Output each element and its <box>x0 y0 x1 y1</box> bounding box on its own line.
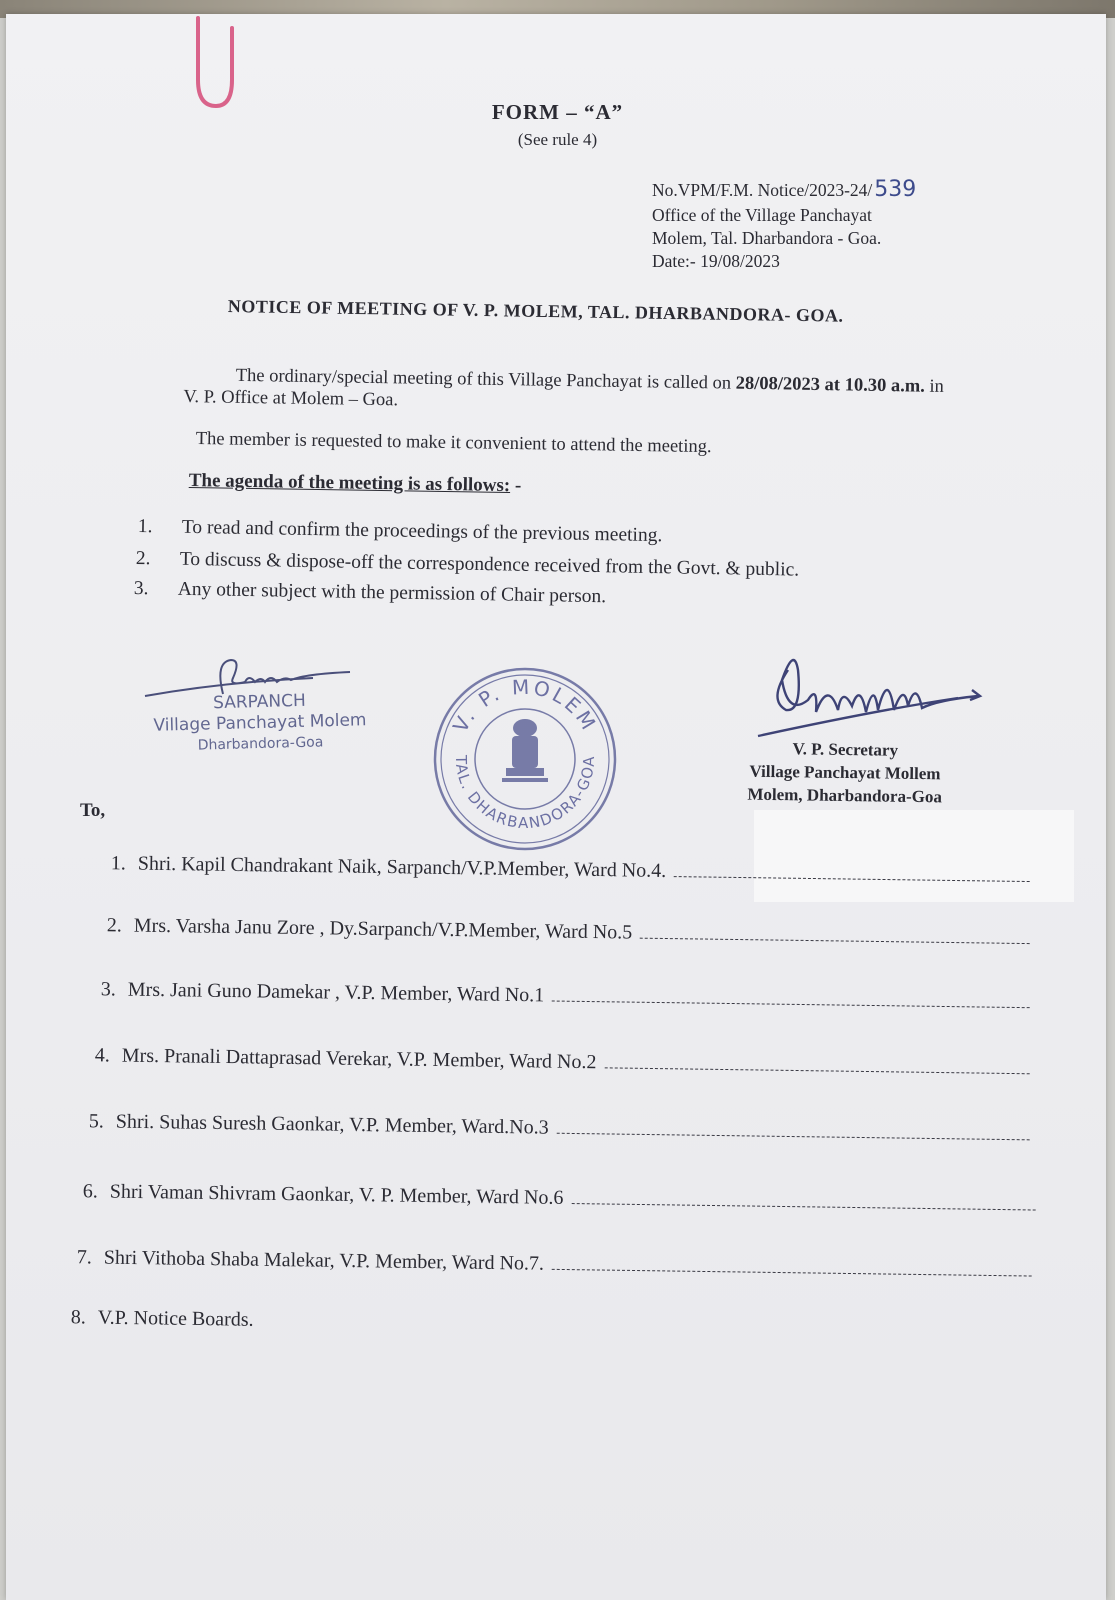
para1-date: 28/08/2023 at <box>735 373 841 396</box>
notice-title: NOTICE OF MEETING OF V. P. MOLEM, TAL. DHARBANDORA- GOA. <box>227 296 844 326</box>
agenda-heading-text: The agenda of the meeting is as follows: <box>188 470 511 497</box>
secretary-place: Molem, Dharbandora-Goa <box>747 784 943 807</box>
recipient-row <box>56 1306 254 1332</box>
recipient-number: 6. <box>82 1180 98 1203</box>
recipient-number: 5. <box>88 1110 104 1133</box>
recipient-number: 1. <box>110 852 126 875</box>
recipient-number: 7. <box>76 1246 92 1269</box>
reference-location: Molem, Tal. Dharbandora - Goa. <box>652 228 882 248</box>
signature-line <box>674 868 1030 882</box>
recipient-number: 3. <box>100 978 116 1001</box>
emblem-icon <box>502 719 548 782</box>
paperclip-icon <box>192 18 238 110</box>
attendance-request: The member is requested to make it convenient to attend the meeting. <box>195 428 712 458</box>
to-label: To, <box>80 800 106 821</box>
sarpanch-stamp-title: SARPANCH <box>212 690 307 714</box>
recipient-number: 4. <box>94 1044 110 1067</box>
reference-office: Office of the Village Panchayat <box>652 205 872 225</box>
recipient-name: V.P. Notice Boards. <box>97 1306 254 1331</box>
redacted-area <box>754 810 1074 902</box>
reference-number-prefix: No.VPM/F.M. Notice/2023-24/ <box>652 180 873 200</box>
recipient-name: Shri. Suhas Suresh Gaonkar, V.P. Member, Ward.No.3 <box>115 1110 549 1139</box>
reference-number-handwritten: 539 <box>874 177 917 202</box>
panchayat-seal <box>432 666 618 852</box>
recipient-name: Mrs. Jani Guno Damekar , V.P. Member, Ward No.1 <box>127 978 545 1007</box>
secretary-block <box>720 736 971 808</box>
sarpanch-stamp <box>129 689 391 759</box>
signature-line <box>557 1125 1030 1141</box>
recipient-name: Mrs. Varsha Janu Zore , Dy.Sarpanch/V.P.Member, Ward No.5 <box>133 914 633 944</box>
secretary-office: Village Panchayat Mollem <box>749 761 941 784</box>
signature-line <box>552 1261 1032 1277</box>
recipient-number: 2. <box>106 914 122 937</box>
secretary-signature <box>758 640 988 750</box>
signature-line <box>640 930 1030 944</box>
recipient-name: Shri Vithoba Shaba Malekar, V.P. Member, Ward No.7. <box>103 1246 545 1275</box>
agenda-item-number: 3. <box>133 578 149 600</box>
sarpanch-stamp-place: Dharbandora-Goa <box>197 734 324 754</box>
agenda-item-text: To read and confirm the proceedings of the previous meeting. <box>181 516 663 547</box>
agenda-item-text: To discuss & dispose-off the correspondence received from the Govt. & public. <box>179 548 800 581</box>
recipient-number: 8. <box>70 1306 86 1329</box>
signature-line <box>604 1059 1029 1074</box>
reference-date: Date:- 19/08/2023 <box>652 251 780 271</box>
signature-line <box>571 1195 1035 1210</box>
sarpanch-stamp-office: Village Panchayat Molem <box>153 710 367 736</box>
seal-top-text: V. P. MOLEM <box>448 674 602 737</box>
recipient-name: Shri. Kapil Chandrakant Naik, Sarpanch/V.P.Member, Ward No.4. <box>137 852 667 882</box>
reference-number <box>652 178 916 202</box>
para1-end: in V. P. Office at Molem – Goa. <box>183 376 944 411</box>
para1-start: The ordinary/special meeting of this Village Panchayat is called on <box>235 365 732 394</box>
agenda-item-number: 1. <box>137 516 153 538</box>
recipient-name: Mrs. Pranali Dattaprasad Verekar, V.P. Member, Ward No.2 <box>121 1044 597 1074</box>
seal-bottom-text: TAL. DHARBANDORA-GOA <box>451 754 599 833</box>
signature-line <box>552 993 1030 1009</box>
para1-time: 10.30 a.m. <box>844 375 925 397</box>
form-rule: (See rule 4) <box>517 130 598 149</box>
agenda-item-number: 2. <box>135 548 151 570</box>
agenda-heading-suffix: - <box>510 475 522 497</box>
recipient-name: Shri Vaman Shivram Gaonkar, V. P. Member, Ward No.6 <box>109 1180 564 1209</box>
form-title: FORM – “A” <box>491 100 624 124</box>
agenda-item-text: Any other subject with the permission of Chair person. <box>177 578 607 608</box>
secretary-title: V. P. Secretary <box>792 739 899 760</box>
